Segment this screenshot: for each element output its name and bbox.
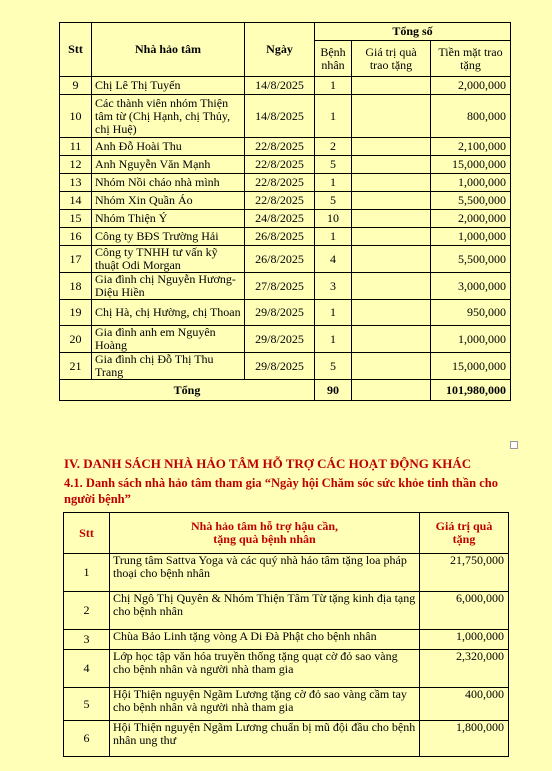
cell-date: 29/8/2025 bbox=[245, 326, 315, 353]
cell-gift bbox=[352, 174, 431, 192]
table-row bbox=[60, 174, 511, 192]
cell-gift bbox=[352, 353, 431, 380]
cell-gift bbox=[352, 210, 431, 228]
cell-donor: Các thành viên nhóm Thiện tâm từ (Chị Hạnh, chị Thủy, chị Huệ) bbox=[92, 95, 245, 138]
cell-patients: 5 bbox=[315, 156, 352, 174]
cell-patients: 3 bbox=[315, 273, 352, 300]
support-table bbox=[63, 512, 509, 757]
cell-gift bbox=[352, 326, 431, 353]
header-stt-2: Stt bbox=[64, 513, 110, 554]
cell-value: 1,800,000 bbox=[420, 721, 509, 757]
cell-stt: 9 bbox=[60, 77, 92, 95]
table-row bbox=[64, 650, 509, 688]
total-gift bbox=[352, 380, 431, 401]
total-label: Tổng bbox=[60, 380, 315, 401]
cell-date: 26/8/2025 bbox=[245, 246, 315, 273]
cell-stt: 1 bbox=[64, 554, 110, 592]
cell-cash: 1,000,000 bbox=[431, 326, 511, 353]
table-row bbox=[60, 273, 511, 300]
cell-date: 22/8/2025 bbox=[245, 138, 315, 156]
cell-gift bbox=[352, 138, 431, 156]
cell-patients: 1 bbox=[315, 77, 352, 95]
cell-stt: 21 bbox=[60, 353, 92, 380]
section-4-1-title: 4.1. Danh sách nhà hảo tâm tham gia “Ngày hội Chăm sóc sức khỏe tinh thần cho người bệnh” bbox=[64, 476, 498, 506]
cell-description: Chị Ngô Thị Quyên & Nhóm Thiện Tâm Từ tặng kinh địa tạng cho bệnh nhân bbox=[110, 592, 420, 630]
cell-cash: 950,000 bbox=[431, 300, 511, 326]
cell-gift bbox=[352, 77, 431, 95]
header-stt: Stt bbox=[60, 23, 92, 77]
cell-donor: Nhóm Xin Quần Áo bbox=[92, 192, 245, 210]
cell-date: 24/8/2025 bbox=[245, 210, 315, 228]
cell-cash: 3,000,000 bbox=[431, 273, 511, 300]
header-cash: Tiền mặt trao tặng bbox=[431, 41, 511, 77]
cell-cash: 5,500,000 bbox=[431, 246, 511, 273]
header-support-line1: Nhà hảo tâm hỗ trợ hậu cần, bbox=[191, 519, 338, 533]
cell-date: 29/8/2025 bbox=[245, 300, 315, 326]
cell-description: Hội Thiện nguyện Ngãm Lương chuẩn bị mũ đội đầu cho bệnh nhân ung thư bbox=[110, 721, 420, 757]
cell-gift bbox=[352, 273, 431, 300]
cell-stt: 3 bbox=[64, 630, 110, 650]
cell-patients: 1 bbox=[315, 95, 352, 138]
header-total: Tổng số bbox=[315, 23, 511, 41]
cell-cash: 5,500,000 bbox=[431, 192, 511, 210]
cell-donor: Anh Nguyễn Văn Mạnh bbox=[92, 156, 245, 174]
table-row bbox=[60, 326, 511, 353]
header-donor: Nhà hảo tâm bbox=[92, 23, 245, 77]
cell-cash: 2,000,000 bbox=[431, 77, 511, 95]
header-gift-value: Giá trị quà trao tặng bbox=[352, 41, 431, 77]
cell-gift bbox=[352, 95, 431, 138]
total-patients: 90 bbox=[315, 380, 352, 401]
table-row bbox=[60, 246, 511, 273]
cell-gift bbox=[352, 228, 431, 246]
cell-stt: 2 bbox=[64, 592, 110, 630]
cell-date: 26/8/2025 bbox=[245, 228, 315, 246]
table-row bbox=[64, 688, 509, 721]
cell-patients: 1 bbox=[315, 300, 352, 326]
cell-date: 22/8/2025 bbox=[245, 174, 315, 192]
table-row bbox=[60, 192, 511, 210]
cell-stt: 16 bbox=[60, 228, 92, 246]
cell-value: 400,000 bbox=[420, 688, 509, 721]
cell-stt: 18 bbox=[60, 273, 92, 300]
cell-patients: 1 bbox=[315, 174, 352, 192]
cell-donor: Chị Hà, chị Hường, chị Thoan bbox=[92, 300, 245, 326]
cell-stt: 17 bbox=[60, 246, 92, 273]
cell-description: Lớp học tập văn hóa truyền thống tặng quạt cờ đỏ sao vàng cho bệnh nhân và người nhà tham gia bbox=[110, 650, 420, 688]
cell-patients: 10 bbox=[315, 210, 352, 228]
cell-value: 6,000,000 bbox=[420, 592, 509, 630]
table-row bbox=[64, 630, 509, 650]
cell-gift bbox=[352, 300, 431, 326]
cell-description: Hội Thiện nguyện Ngãm Lương tặng cờ đỏ sao vàng cầm tay cho bệnh nhân và người nhà tham gia bbox=[110, 688, 420, 721]
cell-description: Trung tâm Sattva Yoga và các quý nhà hảo tâm tặng loa pháp thoại cho bệnh nhân bbox=[110, 554, 420, 592]
cell-value: 21,750,000 bbox=[420, 554, 509, 592]
cell-patients: 1 bbox=[315, 326, 352, 353]
table-row bbox=[64, 592, 509, 630]
header-date: Ngày bbox=[245, 23, 315, 77]
donor-table bbox=[59, 22, 511, 401]
cell-stt: 5 bbox=[64, 688, 110, 721]
cell-gift bbox=[352, 156, 431, 174]
cell-donor: Gia đình chị Đỗ Thị Thu Trang bbox=[92, 353, 245, 380]
header-patients: Bệnh nhân bbox=[315, 41, 352, 77]
cell-donor: Nhóm Thiện Ý bbox=[92, 210, 245, 228]
cell-description: Chùa Bảo Linh tặng vòng A Di Đà Phật cho bệnh nhân bbox=[110, 630, 420, 650]
cell-value: 1,000,000 bbox=[420, 630, 509, 650]
cell-cash: 1,000,000 bbox=[431, 228, 511, 246]
cell-donor: Gia đình anh em Nguyên Hoàng bbox=[92, 326, 245, 353]
cell-date: 22/8/2025 bbox=[245, 156, 315, 174]
cell-date: 27/8/2025 bbox=[245, 273, 315, 300]
header-support-line2: tặng quà bệnh nhân bbox=[213, 532, 316, 546]
cell-stt: 19 bbox=[60, 300, 92, 326]
header-support bbox=[110, 513, 420, 554]
table-row bbox=[60, 353, 511, 380]
cell-donor: Nhóm Nồi cháo nhà mình bbox=[92, 174, 245, 192]
cell-donor: Gia đình chị Nguyễn Hương- Diệu Hiền bbox=[92, 273, 245, 300]
table-row bbox=[64, 554, 509, 592]
table-resize-handle[interactable] bbox=[510, 441, 518, 449]
cell-patients: 5 bbox=[315, 353, 352, 380]
cell-stt: 13 bbox=[60, 174, 92, 192]
cell-donor: Công ty TNHH tư vấn kỹ thuật Odi Morgan bbox=[92, 246, 245, 273]
cell-date: 14/8/2025 bbox=[245, 95, 315, 138]
cell-stt: 20 bbox=[60, 326, 92, 353]
cell-stt: 15 bbox=[60, 210, 92, 228]
cell-cash: 15,000,000 bbox=[431, 156, 511, 174]
cell-cash: 15,000,000 bbox=[431, 353, 511, 380]
table-row bbox=[64, 721, 509, 757]
header-gift-value-2: Giá trị quà tặng bbox=[420, 513, 509, 554]
cell-patients: 5 bbox=[315, 192, 352, 210]
cell-cash: 2,100,000 bbox=[431, 138, 511, 156]
cell-gift bbox=[352, 246, 431, 273]
cell-patients: 1 bbox=[315, 228, 352, 246]
table-row bbox=[60, 300, 511, 326]
cell-date: 14/8/2025 bbox=[245, 77, 315, 95]
cell-stt: 14 bbox=[60, 192, 92, 210]
cell-cash: 2,000,000 bbox=[431, 210, 511, 228]
total-row bbox=[60, 380, 511, 401]
table-row bbox=[60, 138, 511, 156]
cell-donor: Anh Đỗ Hoài Thu bbox=[92, 138, 245, 156]
table-row bbox=[60, 228, 511, 246]
cell-patients: 4 bbox=[315, 246, 352, 273]
table-row bbox=[60, 77, 511, 95]
section-iv-title: IV. DANH SÁCH NHÀ HẢO TÂM HỖ TRỢ CÁC HOẠT ĐỘNG KHÁC bbox=[64, 456, 472, 471]
cell-cash: 800,000 bbox=[431, 95, 511, 138]
cell-stt: 12 bbox=[60, 156, 92, 174]
cell-patients: 2 bbox=[315, 138, 352, 156]
cell-stt: 6 bbox=[64, 721, 110, 757]
cell-value: 2,320,000 bbox=[420, 650, 509, 688]
table-row bbox=[60, 156, 511, 174]
cell-stt: 10 bbox=[60, 95, 92, 138]
total-cash: 101,980,000 bbox=[431, 380, 511, 401]
table-row bbox=[60, 95, 511, 138]
cell-stt: 11 bbox=[60, 138, 92, 156]
table-row bbox=[60, 210, 511, 228]
cell-date: 22/8/2025 bbox=[245, 192, 315, 210]
cell-date: 29/8/2025 bbox=[245, 353, 315, 380]
cell-donor: Chị Lê Thị Tuyến bbox=[92, 77, 245, 95]
cell-cash: 1,000,000 bbox=[431, 174, 511, 192]
cell-stt: 4 bbox=[64, 650, 110, 688]
cell-donor: Công ty BĐS Trường Hải bbox=[92, 228, 245, 246]
cell-gift bbox=[352, 192, 431, 210]
